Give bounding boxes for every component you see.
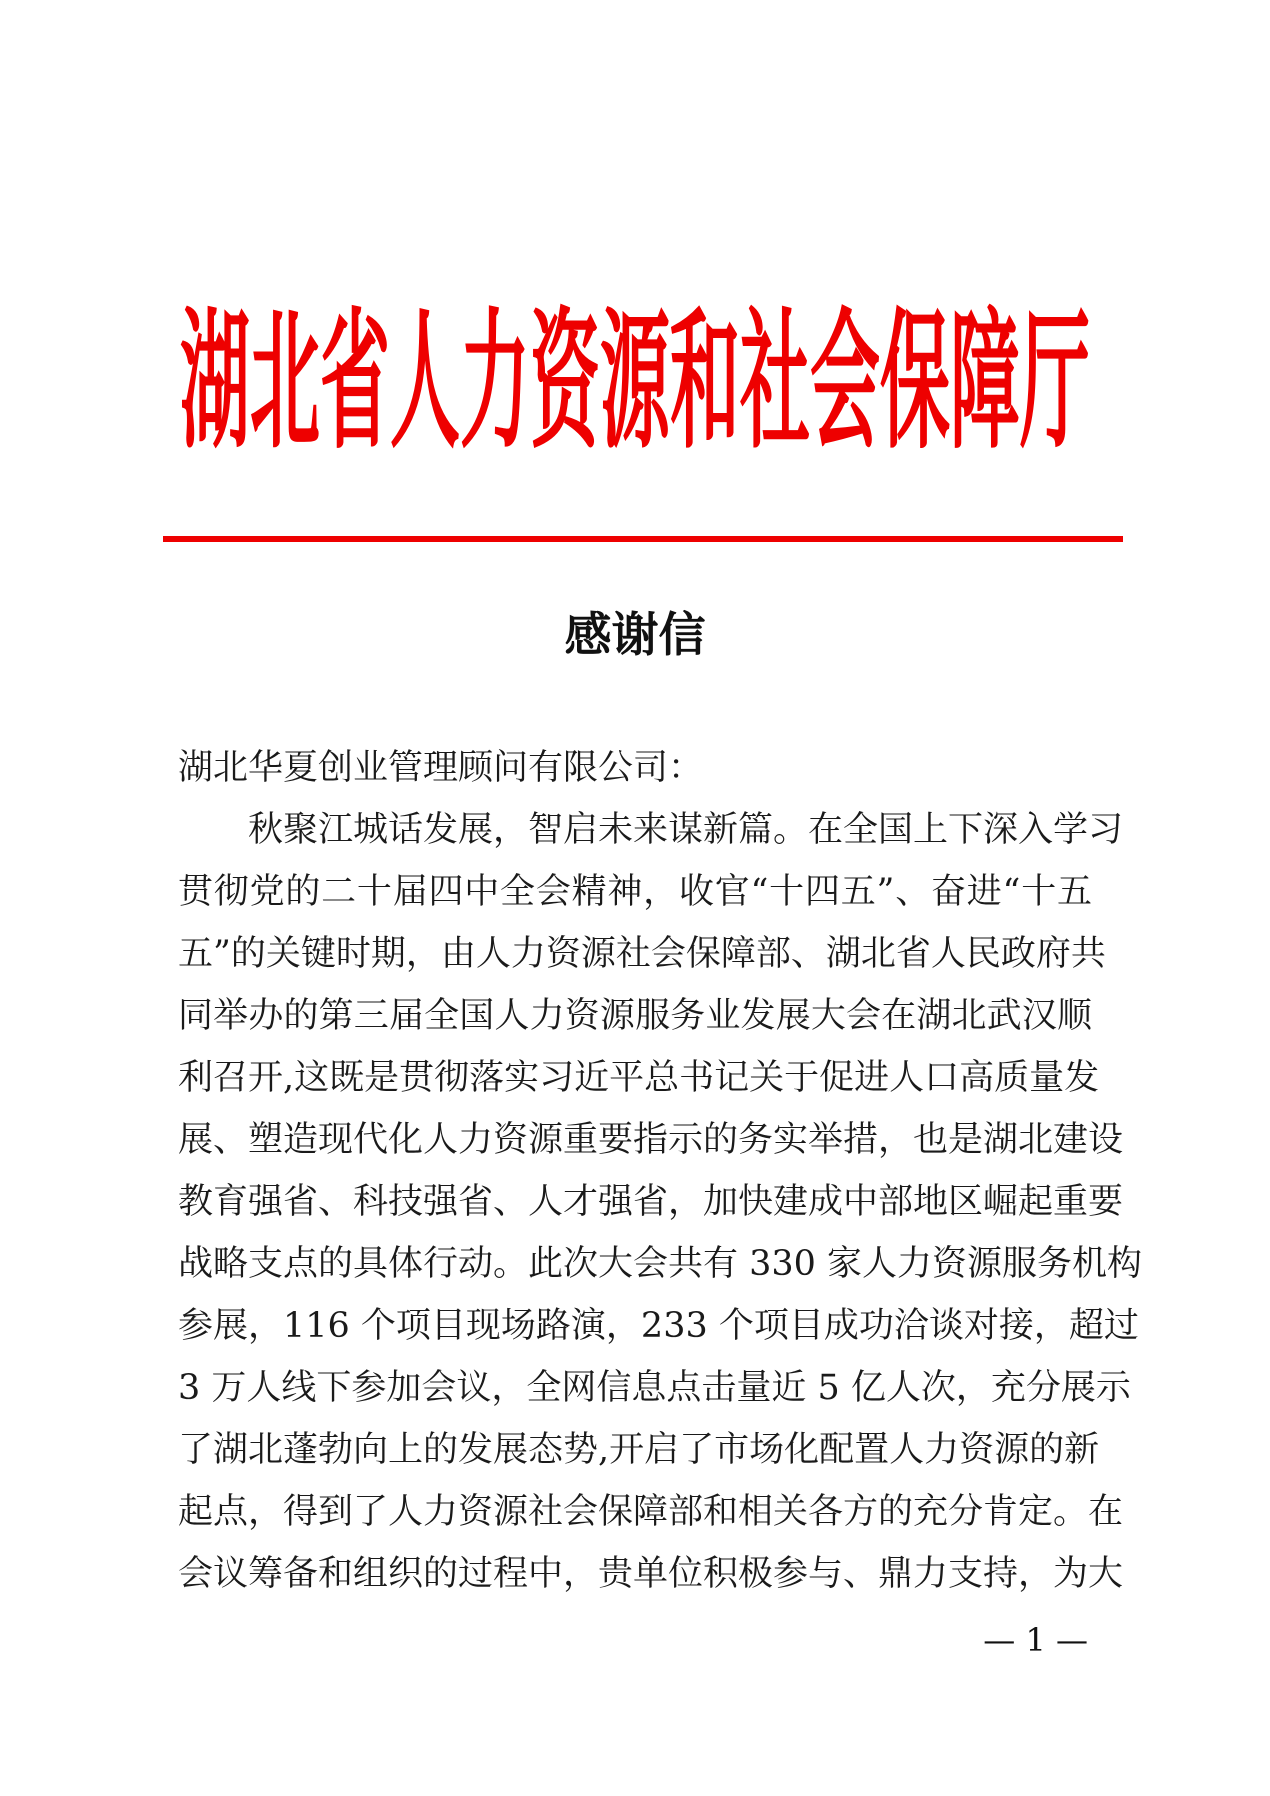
body-line: 五”的关键时期，由人力资源社会保障部、湖北省人民政府共 — [178, 934, 1106, 974]
body-line: 展、塑造现代化人力资源重要指示的务实举措，也是湖北建设 — [178, 1120, 1124, 1160]
body-line: 会议筹备和组织的过程中，贵单位积极参与、鼎力支持，为大 — [178, 1554, 1124, 1594]
document-title: 感谢信 — [564, 608, 706, 663]
body-line: 教育强省、科技强省、人才强省，加快建成中部地区崛起重要 — [178, 1182, 1124, 1222]
body-line: 利召开,这既是贯彻落实习近平总书记关于促进人口高质量发 — [178, 1058, 1100, 1098]
body-line: 3 万人线下参加会议，全网信息点击量近 5 亿人次，充分展示 — [178, 1368, 1131, 1408]
body-line: 秋聚江城话发展，智启未来谋新篇。在全国上下深入学习 — [248, 810, 1124, 850]
body-line: 贯彻党的二十届四中全会精神，收官“十四五”、奋进“十五 — [178, 872, 1092, 912]
salutation-line: 湖北华夏创业管理顾问有限公司： — [178, 748, 704, 788]
letterhead — [178, 291, 1092, 471]
body-line: 了湖北蓬勃向上的发展态势,开启了市场化配置人力资源的新 — [178, 1430, 1100, 1470]
body-line: 同举办的第三届全国人力资源服务业发展大会在湖北武汉顺 — [178, 996, 1092, 1036]
letterhead-org-name: 湖北省人力资源和社会保障厅 — [180, 291, 1090, 471]
body-line: 战略支点的具体行动。此次大会共有 330 家人力资源服务机构 — [178, 1244, 1143, 1284]
body-line: 参展，116 个项目现场路演，233 个项目成功洽谈对接，超过 — [178, 1306, 1139, 1346]
page-number: — 1 — — [983, 1621, 1088, 1659]
body-line: 起点，得到了人力资源社会保障部和相关各方的充分肯定。在 — [178, 1492, 1124, 1532]
letterhead-divider-rule — [163, 536, 1123, 542]
letter-body — [178, 737, 1143, 1605]
